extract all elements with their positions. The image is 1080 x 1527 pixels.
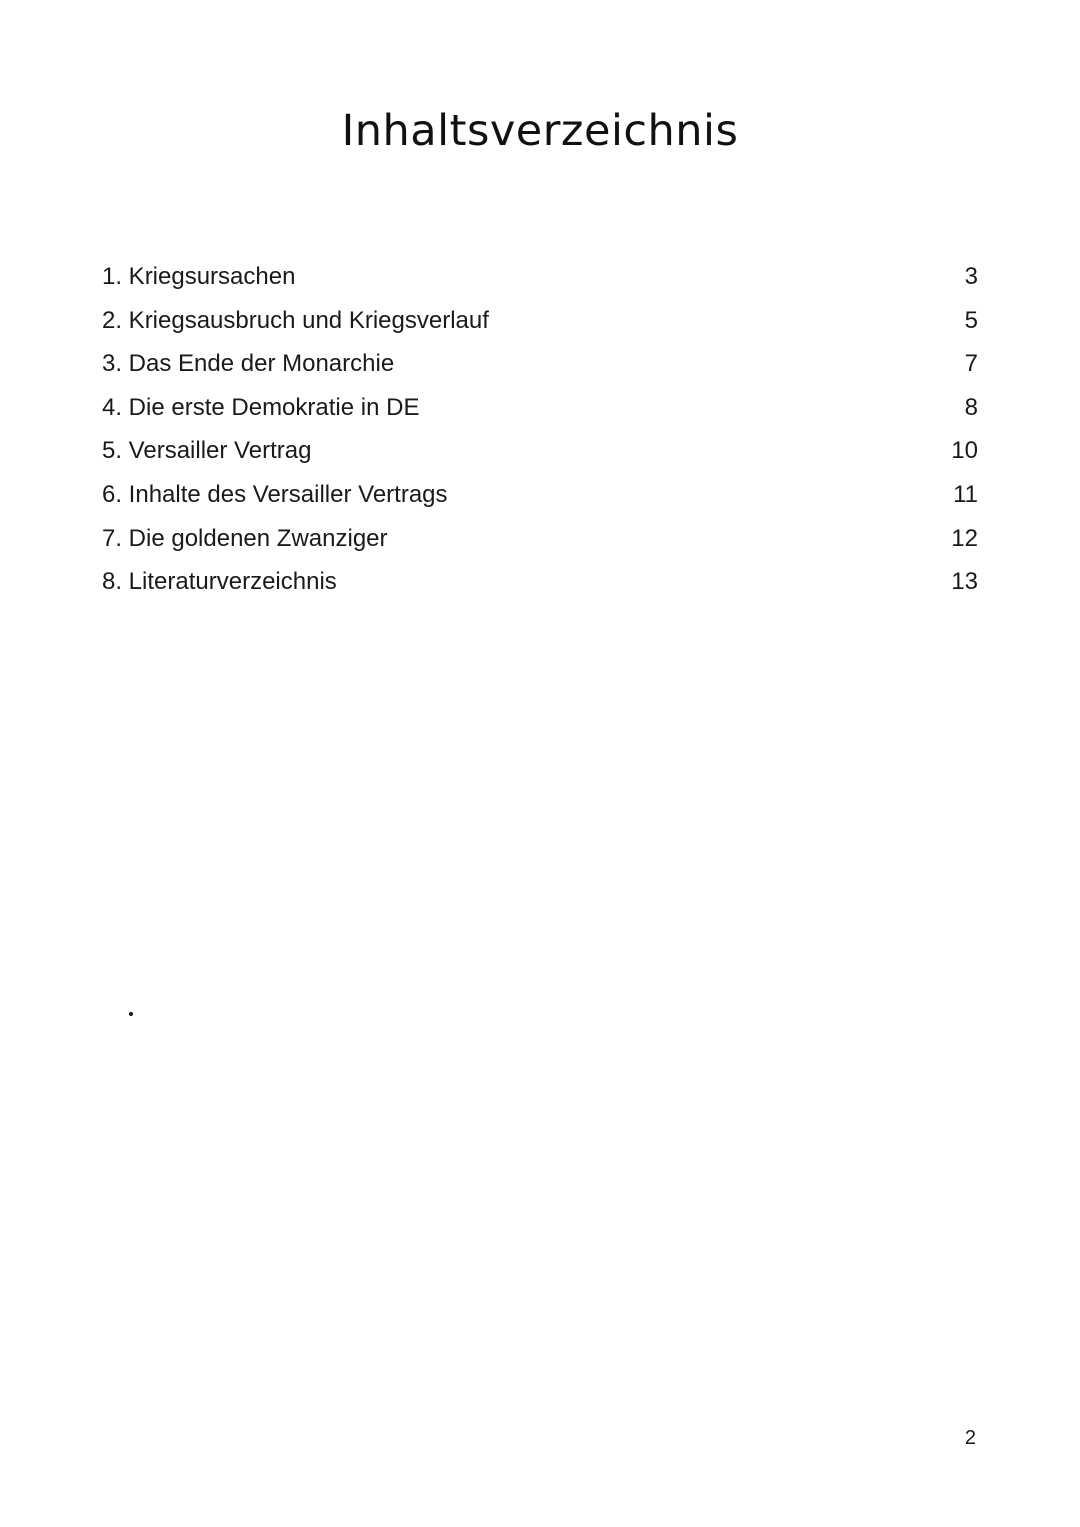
toc-entry-page: 12: [951, 524, 978, 552]
toc-entry: [102, 476, 978, 520]
table-of-contents: [102, 258, 978, 607]
toc-entry: [102, 302, 978, 346]
page-title: Inhaltsverzeichnis: [341, 106, 739, 156]
toc-entry-page: 3: [964, 263, 978, 290]
toc-entry: [102, 432, 978, 476]
toc-entry: [102, 258, 978, 302]
toc-entry-page: 11: [953, 480, 978, 508]
toc-entry-label: 1. Kriegsursachen: [102, 263, 296, 290]
toc-entry-label: 4. Die erste Demokratie in DE: [102, 393, 420, 421]
toc-entry-label: 8. Literaturverzeichnis: [102, 568, 337, 596]
toc-entry-label: 2. Kriegsausbruch und Kriegsverlauf: [102, 306, 489, 334]
toc-entry-page: 5: [964, 306, 978, 334]
toc-entry-page: 8: [964, 393, 978, 421]
toc-entry-label: 6. Inhalte des Versailler Vertrags: [102, 480, 448, 508]
toc-entry: [102, 345, 978, 389]
toc-entry-page: 7: [964, 350, 978, 378]
toc-entry: [102, 563, 978, 607]
page-number: 2: [964, 1427, 976, 1449]
toc-entry-label: 7. Die goldenen Zwanziger: [102, 524, 388, 552]
stray-dot-mark: [129, 1012, 133, 1016]
toc-entry-label: 3. Das Ende der Monarchie: [102, 350, 395, 378]
toc-entry: [102, 520, 978, 564]
toc-entry-page: 10: [951, 437, 978, 465]
toc-entry-label: 5. Versailler Vertrag: [102, 437, 312, 465]
toc-entry-page: 13: [951, 568, 978, 596]
toc-entry: [102, 389, 978, 433]
